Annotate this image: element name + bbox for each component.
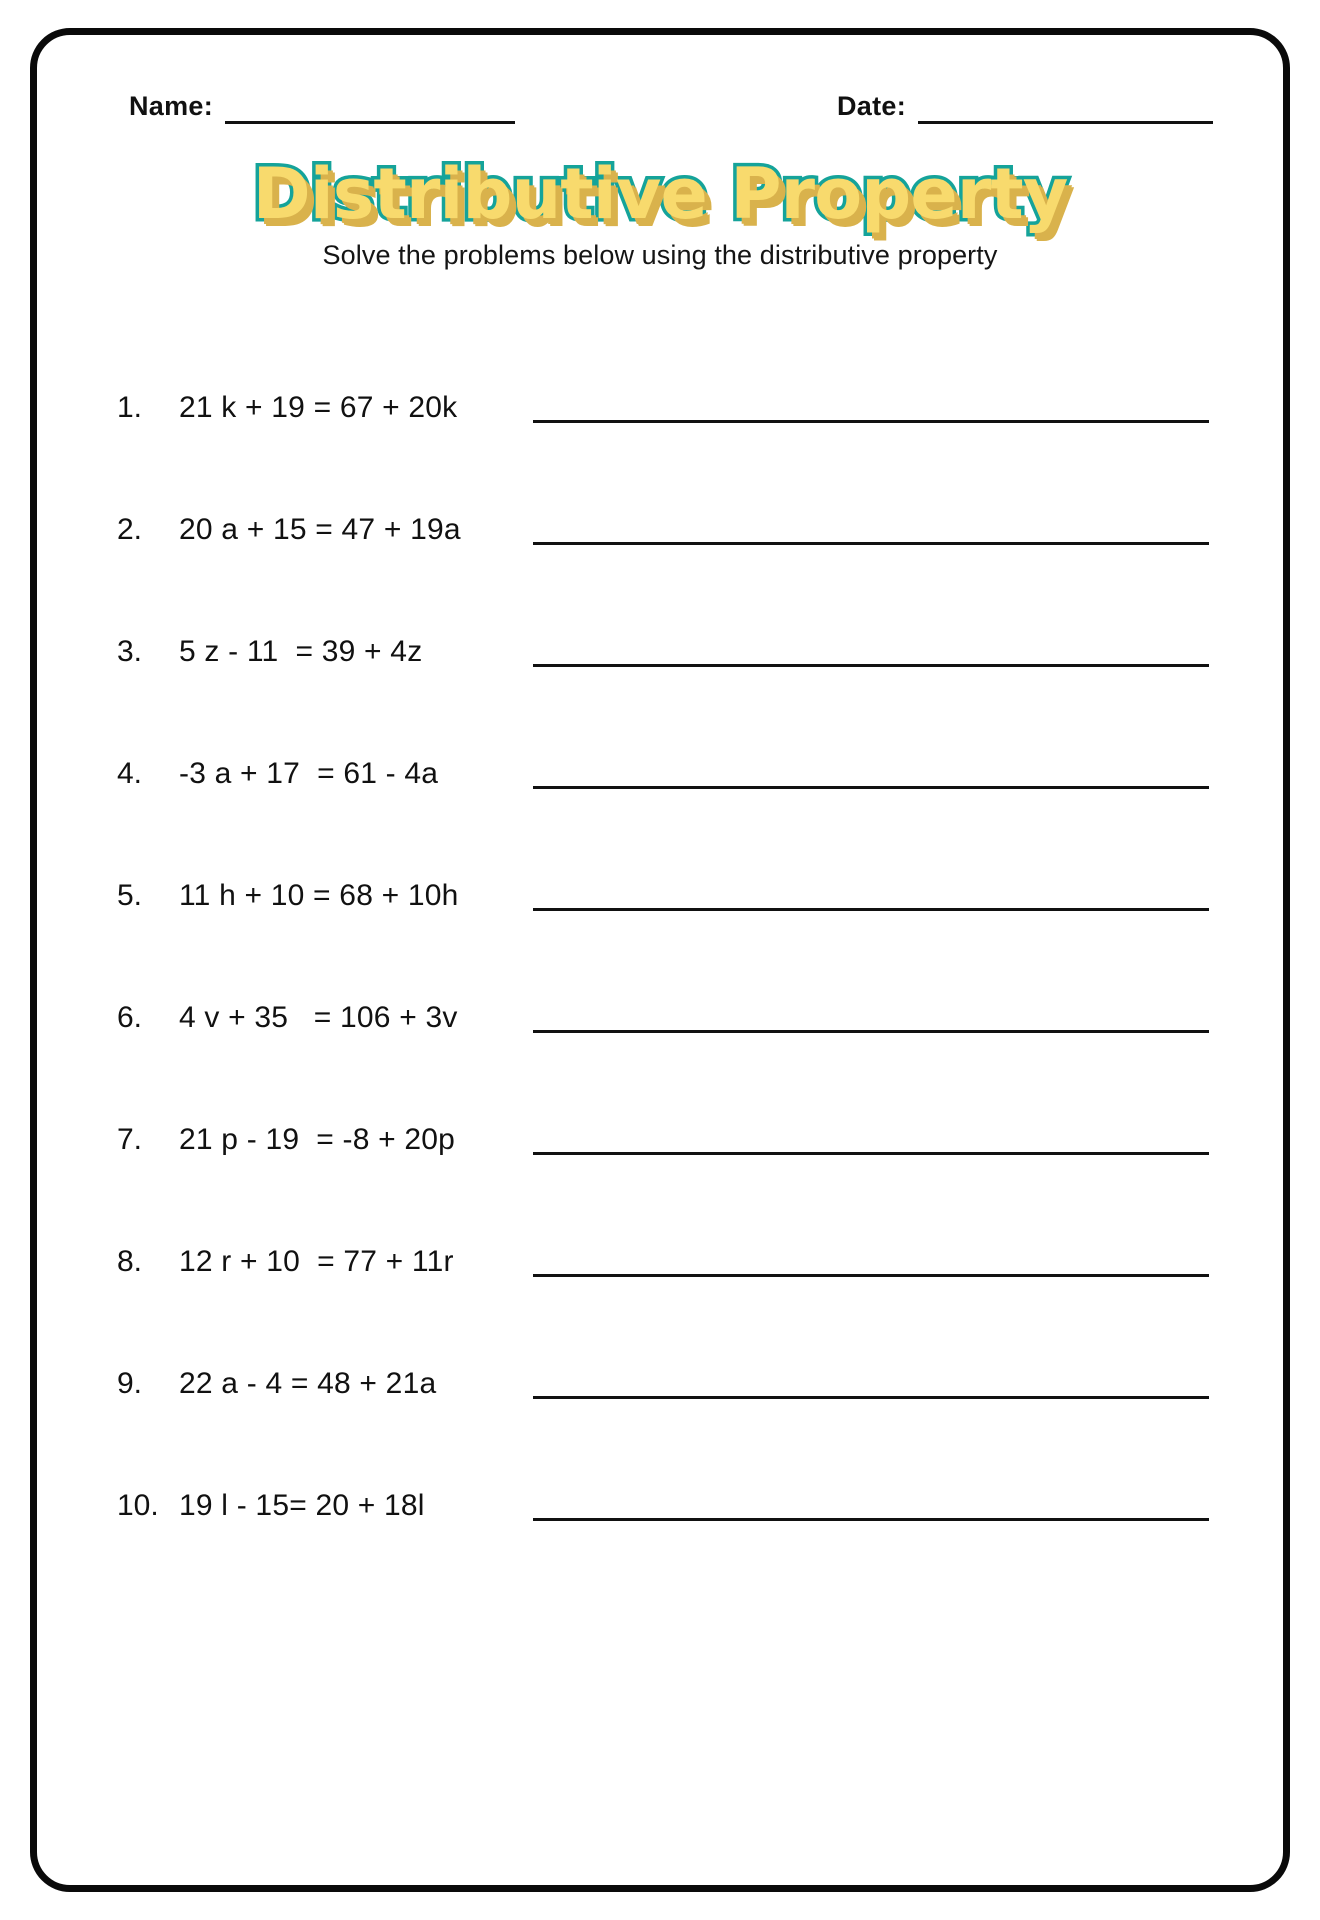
title-block xyxy=(97,153,1223,271)
answer-line[interactable] xyxy=(533,532,1209,545)
problem-equation: 4 v + 35 = 106 + 3v xyxy=(179,1000,458,1034)
answer-line[interactable] xyxy=(533,1386,1209,1399)
name-field[interactable] xyxy=(129,91,515,124)
problem-equation: 22 a - 4 = 48 + 21a xyxy=(179,1366,437,1400)
answer-line[interactable] xyxy=(533,654,1209,667)
answer-line[interactable] xyxy=(533,410,1209,423)
problem-equation: -3 a + 17 = 61 - 4a xyxy=(179,756,439,790)
problem-row xyxy=(117,1405,1209,1527)
answer-line[interactable] xyxy=(533,898,1209,911)
problem-equation: 12 r + 10 = 77 + 11r xyxy=(179,1244,454,1278)
problem-equation: 21 k + 19 = 67 + 20k xyxy=(179,390,458,424)
answer-line[interactable] xyxy=(533,1264,1209,1277)
page-subtitle: Solve the problems below using the distributive property xyxy=(322,239,998,270)
answer-line[interactable] xyxy=(533,776,1209,789)
problem-number: 5. xyxy=(117,878,143,912)
problem-number: 2. xyxy=(117,512,143,546)
problem-row xyxy=(117,307,1209,429)
problem-row xyxy=(117,1039,1209,1161)
problem-number: 8. xyxy=(117,1244,143,1278)
name-input[interactable] xyxy=(225,95,515,124)
problem-equation: 19 l - 15= 20 + 18l xyxy=(179,1488,425,1522)
answer-line[interactable] xyxy=(533,1020,1209,1033)
problem-row xyxy=(117,917,1209,1039)
page-title: Distributive Property xyxy=(252,153,1068,235)
problem-list xyxy=(97,307,1223,1527)
problem-equation: 11 h + 10 = 68 + 10h xyxy=(179,878,459,912)
problem-number: 7. xyxy=(117,1122,143,1156)
problem-row xyxy=(117,551,1209,673)
name-label: Name: xyxy=(129,91,214,121)
date-input[interactable] xyxy=(918,95,1213,124)
answer-line[interactable] xyxy=(533,1142,1209,1155)
header-fields xyxy=(97,91,1223,124)
problem-number: 3. xyxy=(117,634,143,668)
problem-equation: 20 a + 15 = 47 + 19a xyxy=(179,512,461,546)
date-field[interactable] xyxy=(837,91,1213,124)
problem-row xyxy=(117,1283,1209,1405)
problem-row xyxy=(117,795,1209,917)
problem-equation: 21 p - 19 = -8 + 20p xyxy=(179,1122,456,1156)
problem-number: 10. xyxy=(117,1488,159,1522)
problem-row xyxy=(117,1161,1209,1283)
date-label: Date: xyxy=(836,91,906,121)
problem-equation: 5 z - 11 = 39 + 4z xyxy=(179,634,423,668)
problem-number: 6. xyxy=(117,1000,143,1034)
problem-number: 1. xyxy=(117,390,143,424)
answer-line[interactable] xyxy=(533,1508,1209,1521)
problem-row xyxy=(117,429,1209,551)
problem-number: 4. xyxy=(117,756,143,790)
worksheet-border xyxy=(30,28,1290,1892)
problem-row xyxy=(117,673,1209,795)
problem-number: 9. xyxy=(117,1366,143,1400)
